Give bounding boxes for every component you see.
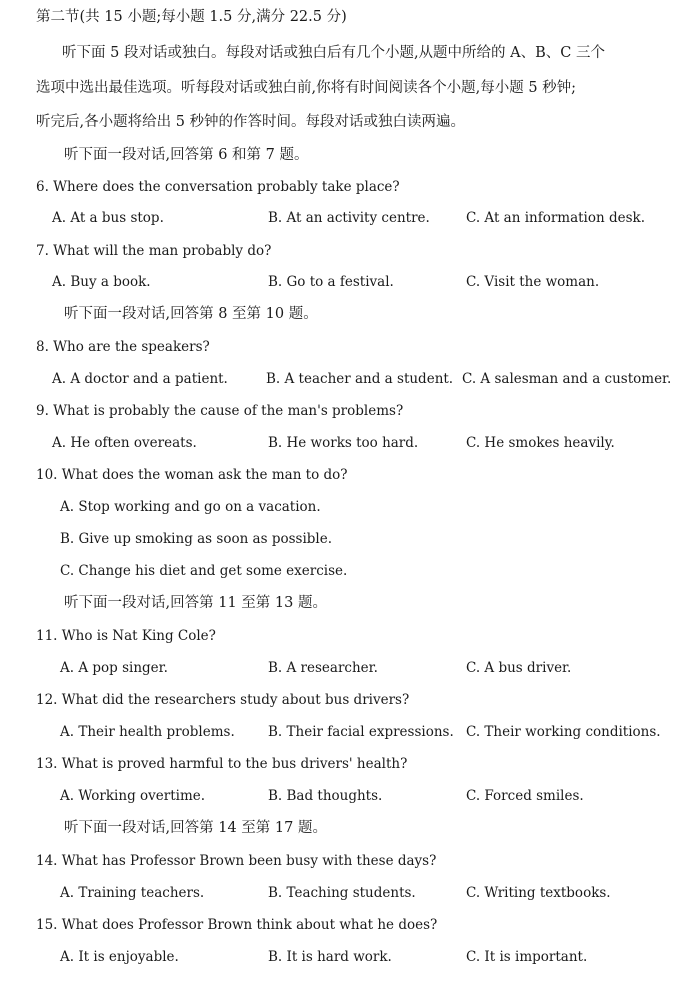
- group-instruction-2: 听下面一段对话,回答第 8 至第 10 题。: [64, 306, 318, 322]
- question-11: 11. Who is Nat King Cole?: [36, 628, 216, 644]
- section-header: 第二节(共 15 小题;每小题 1.5 分,满分 22.5 分): [36, 9, 347, 25]
- option-15b: B. It is hard work.: [268, 949, 392, 965]
- option-15c: C. It is important.: [466, 949, 588, 965]
- instruction-line-2: 选项中选出最佳选项。听每段对话或独白前,你将有时间阅读各个小题,每小题 5 秒钟;: [36, 80, 577, 96]
- group-instruction-4: 听下面一段对话,回答第 14 至第 17 题。: [64, 820, 327, 836]
- question-7: 7. What will the man probably do?: [36, 243, 272, 259]
- option-13a: A. Working overtime.: [60, 788, 206, 804]
- question-14: 14. What has Professor Brown been busy with these days?: [36, 853, 437, 869]
- option-9c: C. He smokes heavily.: [466, 435, 615, 451]
- option-11c: C. A bus driver.: [466, 660, 572, 676]
- question-6: 6. Where does the conversation probably take place?: [36, 179, 400, 195]
- option-11b: B. A researcher.: [268, 660, 378, 676]
- question-12: 12. What did the researchers study about bus drivers?: [36, 692, 410, 708]
- question-10: 10. What does the woman ask the man to do?: [36, 467, 348, 483]
- option-12c: C. Their working conditions.: [466, 724, 661, 740]
- question-13: 13. What is proved harmful to the bus drivers' health?: [36, 756, 408, 772]
- options-7: [0, 272, 692, 292]
- option-6c: C. At an information desk.: [466, 210, 646, 226]
- options-8: [0, 369, 692, 389]
- option-12b: B. Their facial expressions.: [268, 724, 454, 740]
- instruction-line-3: 听完后,各小题将给出 5 秒钟的作答时间。每段对话或独白读两遍。: [36, 114, 466, 130]
- question-9: 9. What is probably the cause of the man's problems?: [36, 403, 404, 419]
- option-6b: B. At an activity centre.: [268, 210, 430, 226]
- option-9b: B. He works too hard.: [268, 435, 419, 451]
- option-8c: C. A salesman and a customer.: [462, 371, 672, 387]
- option-7a: A. Buy a book.: [52, 274, 151, 290]
- option-11a: A. A pop singer.: [60, 660, 168, 676]
- option-8b: B. A teacher and a student.: [266, 371, 454, 387]
- option-10a: A. Stop working and go on a vacation.: [60, 499, 321, 515]
- options-12: [0, 722, 692, 742]
- option-10b: B. Give up smoking as soon as possible.: [60, 531, 333, 547]
- option-7c: C. Visit the woman.: [466, 274, 600, 290]
- options-6: [0, 208, 692, 228]
- option-13c: C. Forced smiles.: [466, 788, 584, 804]
- question-8: 8. Who are the speakers?: [36, 339, 210, 355]
- option-9a: A. He often overeats.: [52, 435, 197, 451]
- options-11: [0, 658, 692, 678]
- options-14: [0, 883, 692, 903]
- option-14b: B. Teaching students.: [268, 885, 416, 901]
- option-12a: A. Their health problems.: [60, 724, 235, 740]
- option-7b: B. Go to a festival.: [268, 274, 394, 290]
- option-8a: A. A doctor and a patient.: [52, 371, 228, 387]
- group-instruction-1: 听下面一段对话,回答第 6 和第 7 题。: [64, 147, 309, 163]
- option-13b: B. Bad thoughts.: [268, 788, 383, 804]
- option-15a: A. It is enjoyable.: [60, 949, 179, 965]
- instruction-line-1: 听下面 5 段对话或独白。每段对话或独白后有几个小题,从题中所给的 A、B、C 三个: [62, 45, 605, 61]
- options-13: [0, 786, 692, 806]
- option-6a: A. At a bus stop.: [52, 210, 164, 226]
- option-14a: A. Training teachers.: [60, 885, 205, 901]
- option-14c: C. Writing textbooks.: [466, 885, 611, 901]
- option-10c: C. Change his diet and get some exercise.: [60, 563, 348, 579]
- question-15: 15. What does Professor Brown think about what he does?: [36, 917, 438, 933]
- options-9: [0, 433, 692, 453]
- options-15: [0, 947, 692, 967]
- group-instruction-3: 听下面一段对话,回答第 11 至第 13 题。: [64, 595, 327, 611]
